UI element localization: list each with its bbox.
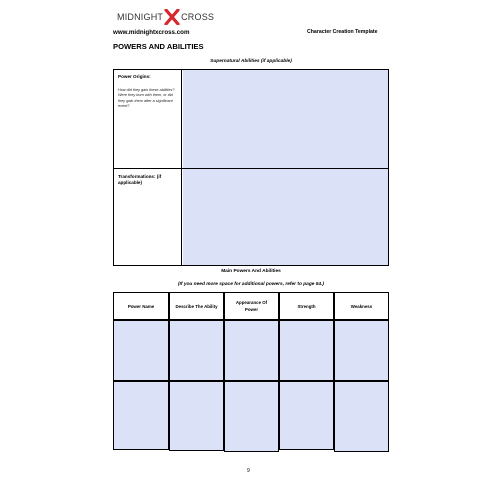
logo-right-text: CROSS xyxy=(181,12,215,22)
main-powers-title: Main Powers And Abilities xyxy=(221,269,281,274)
main-powers-note: (If you need more space for additional powers, refer to page 54.) xyxy=(177,282,325,287)
column-header-power-name: Power Name xyxy=(113,292,169,320)
section-title: POWERS AND ABILITIES xyxy=(113,42,204,51)
power-origins-label: Power Origins: xyxy=(118,74,151,79)
main-powers-table xyxy=(113,292,389,454)
column-header-strength: Strength xyxy=(279,292,334,320)
logo xyxy=(117,9,214,25)
power-origins-prompt: How did they gain these abilities? Were they born with them, or did they gain them after a significant event? xyxy=(118,88,175,109)
table-cell[interactable] xyxy=(279,320,334,381)
table-cell[interactable] xyxy=(113,381,169,450)
page-number: 9 xyxy=(247,468,250,474)
logo-x-icon xyxy=(164,9,180,25)
transformations-label: Transformations: (if applicable) xyxy=(118,174,162,185)
logo-left-text: MIDNIGHT xyxy=(117,12,164,22)
table-cell[interactable] xyxy=(334,381,389,452)
power-origins-field[interactable] xyxy=(183,70,388,168)
table-cell[interactable] xyxy=(224,320,279,381)
table-cell[interactable] xyxy=(224,381,279,452)
transformations-field[interactable] xyxy=(183,169,388,265)
column-header-appearance: Appearance Of Power xyxy=(224,292,279,320)
column-header-describe-ability: Describe The Ability xyxy=(169,292,224,320)
column-header-weakness: Weakness xyxy=(334,292,389,320)
table-cell[interactable] xyxy=(113,320,169,381)
table-cell[interactable] xyxy=(334,320,389,381)
website-url: www.midnightxcross.com xyxy=(113,29,190,36)
table-cell[interactable] xyxy=(279,381,334,450)
supernatural-caption: Supernatural Abilities (if applicable) xyxy=(210,59,292,64)
document-type: Character Creation Template xyxy=(307,29,378,35)
supernatural-abilities-box xyxy=(113,69,389,266)
table-cell[interactable] xyxy=(169,320,224,381)
table-cell[interactable] xyxy=(169,381,224,451)
